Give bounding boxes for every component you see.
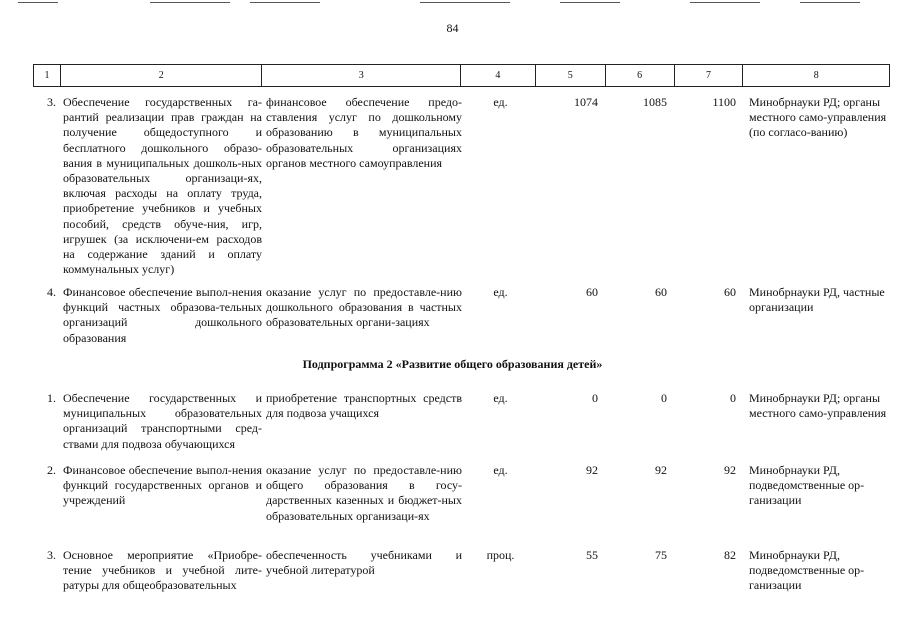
header-col-7: 7 [675,65,744,86]
responsible: Минобрнауки РД, частные организации [749,285,885,315]
row-number: 4. [47,285,56,299]
header-col-3: 3 [262,65,461,86]
measure-name: Обеспечение государственных га-рантий реализации прав граждан на получение общедоступного и бесплатного дошкольного образо-вания в муниципальных дошколь-ных образовательных организаци-ях, включая расходы на оплату труда, приобретение учебников и учебных пособий, средств обуче-ния, игр, игрушек (за исключени-ем расходов на содержание зданий и оплату коммунальных услуг) [63,95,262,277]
responsible: Минобрнауки РД, подведомственные ор-ганизации [749,463,865,508]
header-col-6: 6 [606,65,675,86]
value-year-1: 60 [586,285,598,299]
value-year-1: 1074 [574,95,598,109]
indicator: оказание услуг по предоставле-нию общего образования в госу-дарственных казенных и бюджет-ных образовательных организаци-ях [266,463,462,523]
unit: ед. [493,391,508,405]
scan-artifact [250,2,320,3]
value-year-3: 0 [730,391,736,405]
scan-artifact [420,2,510,3]
value-year-3: 82 [724,548,736,562]
row-number: 1. [47,391,56,405]
header-col-4: 4 [461,65,536,86]
scan-artifact [18,2,58,3]
indicator: финансовое обеспечение предо-ставления услуг по дошкольному образованию в муниципальных образовательных организациях органов местного самоуправления [266,95,462,170]
indicator: обеспеченность учебниками и учебной литературой [266,548,462,578]
header-col-5: 5 [536,65,606,86]
measure-name: Финансовое обеспечение выпол-нения функций частных образова-тельных организаций дошкольного образования [63,285,262,345]
responsible: Минобрнауки РД; органы местного само-управления (по согласо-ванию) [749,95,887,140]
responsible: Минобрнауки РД, подведомственные ор-ганизации [749,548,865,593]
value-year-2: 75 [655,548,667,562]
value-year-1: 55 [586,548,598,562]
row-number: 2. [47,463,56,477]
indicator: оказание услуг по предоставле-нию дошкольного образования в частных образовательных органи-зациях [266,285,462,330]
value-year-3: 60 [724,285,736,299]
value-year-1: 92 [586,463,598,477]
unit: ед. [493,285,508,299]
page-number: 84 [446,21,459,35]
value-year-3: 92 [724,463,736,477]
row-number: 3. [47,548,56,562]
value-year-1: 0 [592,391,598,405]
row-number: 3. [47,95,56,109]
measure-name: Основное мероприятие «Приобре-тение учебников и учебной лите-ратуры для общеобразовательных [63,548,262,593]
measure-name: Финансовое обеспечение выпол-нения функций государственных органов и учреждений [63,463,262,508]
table-header [33,64,890,87]
value-year-3: 1100 [712,95,736,109]
scan-artifact [150,2,230,3]
scan-artifact [800,2,860,3]
scan-artifact [690,2,760,3]
responsible: Минобрнауки РД; органы местного само-управления [749,391,887,421]
value-year-2: 60 [655,285,667,299]
subprogram-title: Подпрограмма 2 «Развитие общего образования детей» [302,357,603,371]
unit: ед. [493,95,508,109]
unit: ед. [493,463,508,477]
value-year-2: 1085 [643,95,667,109]
scan-artifact [560,2,620,3]
value-year-2: 92 [655,463,667,477]
header-col-1: 1 [34,65,61,86]
header-col-8: 8 [813,70,819,81]
unit: проц. [486,548,515,562]
measure-name: Обеспечение государственных и муниципальных образовательных организаций транспортными сред-ствами для подвоза обучающихся [63,391,262,451]
indicator: приобретение транспортных средств для подвоза учащихся [266,391,462,421]
value-year-2: 0 [661,391,667,405]
header-col-2: 2 [61,65,263,86]
